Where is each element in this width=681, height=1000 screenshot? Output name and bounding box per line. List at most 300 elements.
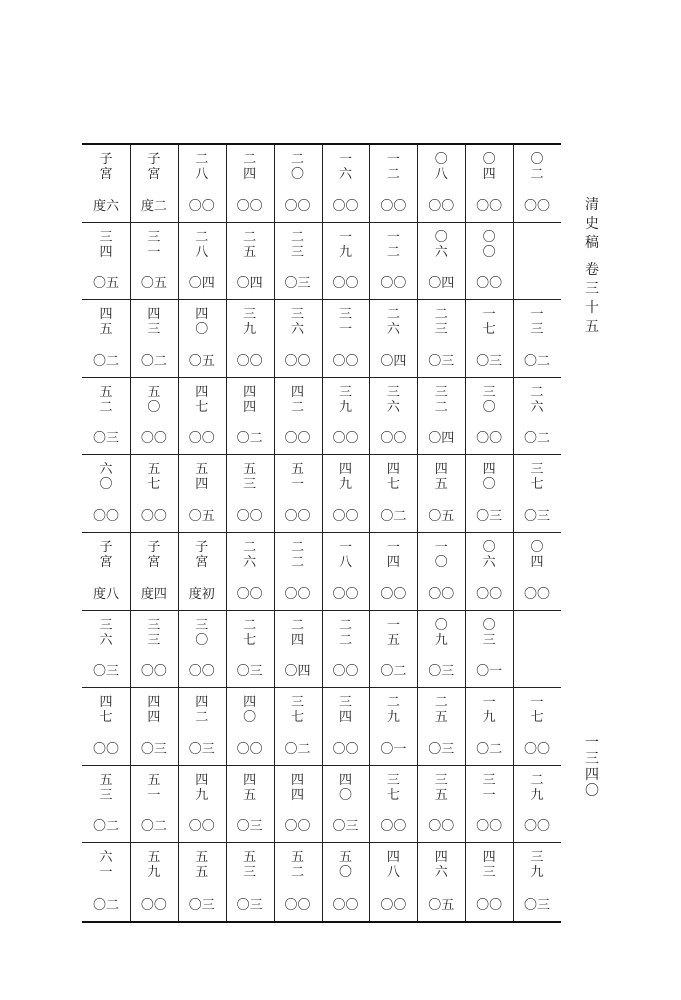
cell-upper-value [417, 462, 465, 492]
vertical-char: 八 [338, 555, 352, 570]
vertical-char: 八 [434, 167, 448, 182]
cell-upper-value [322, 850, 370, 880]
cell-lower-value: 度初 [188, 586, 215, 602]
cell-lower-value: 〇三 [332, 819, 359, 835]
table-cell [274, 378, 322, 455]
vertical-char: 八 [386, 865, 400, 881]
table-cell [82, 223, 130, 300]
cell-upper-value [226, 850, 274, 880]
vertical-char: 二 [530, 384, 544, 400]
vertical-char: 三 [482, 772, 496, 788]
table-cell [513, 611, 561, 688]
page-number [583, 735, 601, 799]
table-cell [274, 766, 322, 843]
vertical-char: 四 [243, 695, 257, 711]
cell-upper-value [130, 230, 178, 260]
vertical-char: 三 [147, 617, 161, 633]
vertical-char: 四 [195, 477, 209, 493]
vertical-char: 四 [482, 462, 496, 478]
cell-lower-value: 〇三 [428, 741, 455, 757]
cell-upper-value [465, 850, 513, 880]
vertical-char: 四 [338, 710, 352, 726]
table-cell [417, 533, 465, 610]
vertical-char: 子 [147, 152, 161, 167]
cell-upper-value [178, 540, 226, 570]
cell-upper-value [513, 773, 561, 803]
table-cell [322, 223, 370, 300]
cell-lower-value: 〇〇 [476, 431, 503, 447]
vertical-char: 六 [99, 850, 113, 866]
table-cell [369, 843, 417, 921]
table-cell [465, 145, 513, 222]
table-cell [226, 688, 274, 765]
cell-lower-value: 〇〇 [332, 276, 359, 292]
vertical-char: 四 [243, 772, 257, 788]
cell-lower-value: 〇〇 [428, 198, 455, 214]
cell-lower-value: 〇〇 [524, 198, 551, 214]
cell-upper-value [226, 152, 274, 182]
vertical-char: 四 [530, 555, 544, 570]
table-cell [82, 688, 130, 765]
table-cell [513, 145, 561, 222]
cell-upper-value [322, 385, 370, 415]
vertical-char: 〇 [434, 229, 448, 245]
vertical-char: 六 [434, 244, 448, 260]
column-divider [274, 145, 275, 921]
cell-upper-value [369, 307, 417, 337]
table-cell [274, 611, 322, 688]
table-cell [82, 300, 130, 377]
vertical-char: 九 [195, 787, 209, 803]
vertical-char: 三 [530, 850, 544, 866]
vertical-char: 一 [338, 152, 352, 167]
table-cell [274, 688, 322, 765]
cell-upper-value [274, 695, 322, 725]
vertical-char: 〇 [338, 787, 352, 803]
vertical-char: 〇 [434, 617, 448, 633]
vertical-char: 五 [195, 850, 209, 866]
table-cell [274, 145, 322, 222]
table-cell [513, 300, 561, 377]
cell-upper-value [130, 152, 178, 182]
table-cell [226, 611, 274, 688]
vertical-char: 八 [195, 167, 209, 182]
cell-lower-value: 〇〇 [380, 586, 407, 602]
column-divider [513, 145, 514, 921]
cell-lower-value: 度四 [140, 586, 167, 602]
cell-upper-value [274, 385, 322, 415]
vertical-char: 一 [530, 695, 544, 711]
vertical-char: 〇 [195, 322, 209, 338]
cell-lower-value: 〇〇 [140, 431, 167, 447]
cell-lower-value: 〇三 [92, 431, 119, 447]
cell-upper-value [82, 618, 130, 648]
vertical-char: 〇 [530, 152, 544, 167]
vertical-char: 三 [585, 751, 599, 767]
vertical-char: 四 [338, 772, 352, 788]
table-cell [465, 843, 513, 921]
vertical-char: 三 [99, 229, 113, 245]
table-cell [130, 843, 178, 921]
cell-upper-value [322, 773, 370, 803]
table-cell [178, 611, 226, 688]
cell-lower-value: 〇〇 [332, 431, 359, 447]
cell-lower-value: 〇二 [284, 741, 311, 757]
cell-lower-value: 〇〇 [332, 664, 359, 680]
cell-upper-value [417, 773, 465, 803]
cell-upper-value [226, 385, 274, 415]
cell-upper-value [369, 695, 417, 725]
cell-upper-value [513, 385, 561, 415]
cell-upper-value [465, 540, 513, 570]
cell-lower-value: 〇三 [92, 664, 119, 680]
cell-lower-value: 〇三 [236, 664, 263, 680]
table-cell [513, 378, 561, 455]
table-cell [226, 223, 274, 300]
astronomical-table [82, 143, 561, 923]
vertical-char: 二 [386, 167, 400, 182]
cell-upper-value [274, 618, 322, 648]
vertical-char: 四 [195, 307, 209, 323]
vertical-char: 五 [243, 244, 257, 260]
vertical-char: 二 [434, 307, 448, 323]
vertical-char: 三 [585, 281, 599, 297]
vertical-char: 三 [386, 772, 400, 788]
cell-lower-value: 〇〇 [284, 819, 311, 835]
table-cell [417, 223, 465, 300]
cell-lower-value: 〇〇 [380, 819, 407, 835]
cell-upper-value [130, 850, 178, 880]
vertical-char: 七 [482, 322, 496, 338]
table-cell [322, 300, 370, 377]
table-cell [513, 843, 561, 921]
cell-upper-value [226, 540, 274, 570]
vertical-char: 一 [386, 540, 400, 555]
vertical-char: 三 [338, 307, 352, 323]
cell-lower-value: 〇〇 [476, 276, 503, 292]
table-cell [178, 843, 226, 921]
cell-upper-value [513, 152, 561, 182]
cell-lower-value: 〇三 [140, 741, 167, 757]
cell-upper-value [513, 307, 561, 337]
vertical-char: 二 [291, 555, 305, 570]
vertical-char: 二 [291, 229, 305, 245]
vertical-char: 宮 [99, 555, 113, 570]
cell-lower-value: 〇〇 [332, 586, 359, 602]
cell-lower-value: 度六 [92, 198, 119, 214]
vertical-char: 九 [338, 477, 352, 493]
cell-lower-value: 〇〇 [476, 586, 503, 602]
table-cell [417, 843, 465, 921]
vertical-char: 五 [585, 319, 599, 335]
cell-lower-value: 〇〇 [380, 897, 407, 913]
cell-lower-value: 〇三 [476, 508, 503, 524]
cell-lower-value: 〇〇 [332, 198, 359, 214]
cell-upper-value [178, 462, 226, 492]
cell-upper-value [82, 230, 130, 260]
vertical-char: 五 [386, 632, 400, 648]
table-cell [178, 688, 226, 765]
vertical-char: 九 [243, 322, 257, 338]
cell-upper-value [465, 152, 513, 182]
cell-upper-value [178, 695, 226, 725]
cell-lower-value: 〇三 [236, 897, 263, 913]
cell-upper-value [130, 385, 178, 415]
cell-lower-value: 〇二 [92, 819, 119, 835]
vertical-char: 一 [386, 229, 400, 245]
vertical-char: 〇 [243, 710, 257, 726]
cell-lower-value: 〇〇 [188, 819, 215, 835]
cell-upper-value [465, 773, 513, 803]
cell-upper-value [513, 540, 561, 570]
vertical-char: 六 [386, 322, 400, 338]
vertical-char: 二 [386, 244, 400, 260]
vertical-char: 三 [195, 617, 209, 633]
vertical-char: 四 [147, 710, 161, 726]
vertical-char: 〇 [195, 632, 209, 648]
cell-lower-value: 〇二 [380, 664, 407, 680]
vertical-char: 一 [338, 229, 352, 245]
cell-upper-value [274, 462, 322, 492]
cell-upper-value [369, 385, 417, 415]
cell-upper-value [322, 462, 370, 492]
running-header [583, 196, 601, 337]
cell-upper-value [417, 618, 465, 648]
cell-upper-value [178, 773, 226, 803]
vertical-char: 三 [291, 695, 305, 711]
vertical-char: 一 [386, 152, 400, 167]
cell-upper-value [82, 307, 130, 337]
cell-upper-value [369, 462, 417, 492]
vertical-char: 七 [195, 399, 209, 415]
table-cell [369, 611, 417, 688]
vertical-char: 一 [147, 244, 161, 260]
cell-lower-value: 〇三 [236, 819, 263, 835]
cell-lower-value: 〇三 [428, 664, 455, 680]
vertical-char: 八 [195, 244, 209, 260]
cell-lower-value: 〇〇 [380, 276, 407, 292]
vertical-char: 子 [195, 540, 209, 555]
cell-upper-value [369, 850, 417, 880]
vertical-char: 〇 [530, 540, 544, 555]
vertical-char: 九 [530, 865, 544, 881]
cell-lower-value: 〇三 [188, 897, 215, 913]
cell-upper-value [417, 540, 465, 570]
vertical-char: 二 [386, 695, 400, 711]
table-cell [322, 611, 370, 688]
vertical-char: 七 [530, 477, 544, 493]
vertical-char: 四 [386, 462, 400, 478]
cell-upper-value [322, 618, 370, 648]
vertical-char: 五 [99, 384, 113, 400]
vertical-char: 七 [386, 787, 400, 803]
vertical-char: 六 [291, 322, 305, 338]
cell-lower-value: 〇二 [140, 353, 167, 369]
column-divider [322, 145, 323, 921]
vertical-char: 二 [243, 540, 257, 555]
vertical-char: 七 [99, 710, 113, 726]
vertical-char: 九 [482, 710, 496, 726]
vertical-char: 四 [386, 555, 400, 570]
vertical-char: 一 [482, 787, 496, 803]
cell-upper-value [178, 850, 226, 880]
table-cell [369, 766, 417, 843]
cell-lower-value: 〇二 [92, 897, 119, 913]
vertical-char: 〇 [585, 783, 599, 799]
cell-lower-value: 〇三 [428, 353, 455, 369]
vertical-char: 一 [147, 787, 161, 803]
table-cell [513, 223, 561, 300]
vertical-char: 五 [434, 710, 448, 726]
table-cell [226, 766, 274, 843]
cell-lower-value: 〇〇 [236, 198, 263, 214]
cell-lower-value: 〇〇 [476, 198, 503, 214]
vertical-char: 宮 [99, 167, 113, 182]
table-cell [322, 145, 370, 222]
cell-lower-value: 度二 [140, 198, 167, 214]
cell-upper-value [82, 462, 130, 492]
cell-upper-value [226, 618, 274, 648]
vertical-char: 稿 [585, 235, 599, 251]
table-cell [226, 455, 274, 532]
vertical-char: 四 [243, 384, 257, 400]
vertical-char: 四 [291, 772, 305, 788]
cell-upper-value [417, 230, 465, 260]
cell-upper-value [130, 695, 178, 725]
cell-upper-value [226, 695, 274, 725]
cell-lower-value: 〇〇 [284, 508, 311, 524]
table-cell [465, 455, 513, 532]
cell-upper-value [274, 230, 322, 260]
cell-lower-value: 〇一 [380, 741, 407, 757]
cell-upper-value [178, 618, 226, 648]
cell-upper-value [82, 152, 130, 182]
vertical-char: 五 [147, 384, 161, 400]
vertical-char: 一 [338, 540, 352, 555]
table-cell [130, 766, 178, 843]
vertical-char: 三 [291, 307, 305, 323]
cell-lower-value: 〇三 [524, 897, 551, 913]
cell-upper-value [82, 695, 130, 725]
table-cell [178, 766, 226, 843]
vertical-char: 五 [195, 865, 209, 881]
cell-lower-value: 〇四 [188, 276, 215, 292]
cell-lower-value: 〇〇 [332, 741, 359, 757]
cell-upper-value [465, 307, 513, 337]
vertical-char: 二 [195, 229, 209, 245]
vertical-char: 三 [338, 384, 352, 400]
cell-lower-value: 〇一 [476, 664, 503, 680]
table-cell [369, 455, 417, 532]
vertical-char: 三 [482, 384, 496, 400]
table-cell [417, 300, 465, 377]
cell-upper-value [369, 618, 417, 648]
vertical-char: 二 [291, 540, 305, 555]
cell-lower-value: 〇〇 [524, 819, 551, 835]
vertical-char: 二 [386, 307, 400, 323]
table-cell [322, 843, 370, 921]
cell-upper-value [82, 385, 130, 415]
cell-upper-value [274, 307, 322, 337]
cell-lower-value: 〇五 [428, 897, 455, 913]
table-cell [417, 611, 465, 688]
table-cell [130, 611, 178, 688]
cell-lower-value: 〇二 [92, 353, 119, 369]
vertical-char: 六 [99, 632, 113, 648]
cell-upper-value [130, 307, 178, 337]
vertical-char: 〇 [482, 477, 496, 493]
vertical-char: 四 [195, 384, 209, 400]
vertical-char: 二 [434, 399, 448, 415]
table-cell [369, 688, 417, 765]
table-cell [465, 766, 513, 843]
vertical-char: 二 [338, 632, 352, 648]
cell-lower-value: 〇三 [188, 741, 215, 757]
vertical-char: 七 [243, 632, 257, 648]
table-cell [130, 300, 178, 377]
column-divider [369, 145, 370, 921]
cell-lower-value: 〇〇 [428, 586, 455, 602]
vertical-char: 三 [291, 244, 305, 260]
vertical-char: 二 [243, 229, 257, 245]
table-cell [417, 688, 465, 765]
vertical-char: 三 [147, 229, 161, 245]
vertical-char: 清 [585, 197, 599, 213]
vertical-char: 四 [386, 850, 400, 866]
vertical-char: 〇 [434, 152, 448, 167]
cell-upper-value [130, 773, 178, 803]
vertical-char: 一 [530, 307, 544, 323]
cell-upper-value [369, 773, 417, 803]
cell-lower-value: 〇〇 [332, 897, 359, 913]
vertical-char: 九 [338, 399, 352, 415]
column-divider [465, 145, 466, 921]
cell-lower-value: 〇〇 [236, 586, 263, 602]
vertical-char: 四 [195, 695, 209, 711]
cell-lower-value: 〇〇 [188, 198, 215, 214]
table-cell [465, 533, 513, 610]
cell-lower-value: 〇〇 [524, 741, 551, 757]
cell-lower-value: 〇〇 [236, 508, 263, 524]
cell-upper-value [322, 152, 370, 182]
vertical-char: 四 [434, 850, 448, 866]
vertical-char: 三 [147, 322, 161, 338]
vertical-char: 二 [530, 772, 544, 788]
vertical-char: 二 [434, 695, 448, 711]
vertical-char: 二 [195, 152, 209, 167]
vertical-char: 宮 [195, 555, 209, 570]
cell-upper-value [369, 540, 417, 570]
vertical-char: 六 [99, 462, 113, 478]
table-cell [82, 611, 130, 688]
vertical-char: 三 [530, 322, 544, 338]
vertical-char: 三 [482, 865, 496, 881]
cell-lower-value: 〇二 [380, 508, 407, 524]
cell-lower-value: 〇〇 [476, 897, 503, 913]
vertical-char: 〇 [482, 540, 496, 555]
vertical-char: 五 [243, 787, 257, 803]
cell-lower-value: 〇〇 [140, 897, 167, 913]
vertical-char: 〇 [338, 865, 352, 881]
table-cell [82, 378, 130, 455]
table-cell [226, 533, 274, 610]
vertical-char: 四 [482, 850, 496, 866]
column-divider [130, 145, 131, 921]
cell-upper-value [274, 540, 322, 570]
table-cell [82, 843, 130, 921]
vertical-char: 四 [243, 167, 257, 182]
vertical-char: 六 [243, 555, 257, 570]
